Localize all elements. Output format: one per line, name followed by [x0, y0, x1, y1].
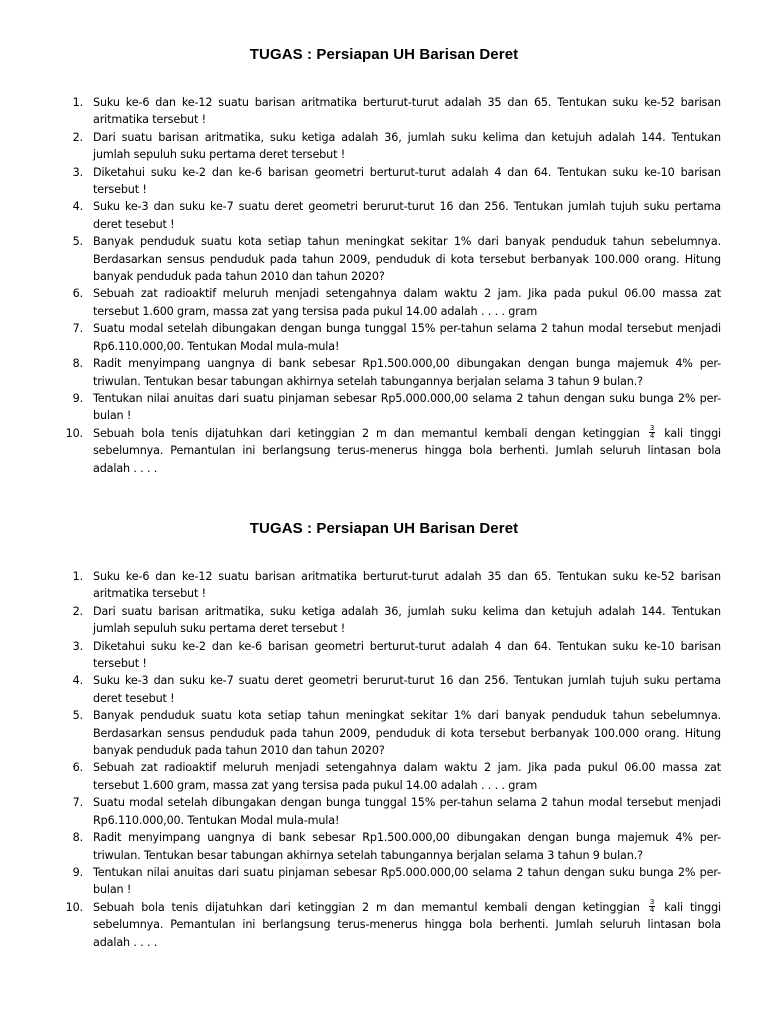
question-text: Suku ke-6 dan ke-12 suatu barisan aritmatika berturut-turut adalah 35 dan 65. Tentukan suku ke-52 barisan aritmatika tersebut !: [93, 96, 721, 127]
question-number: 8.: [72, 357, 83, 371]
fraction: [649, 425, 655, 440]
question-item: [0, 672, 721, 707]
assignment-section-1: [0, 44, 768, 475]
question-item: [0, 794, 721, 829]
question-number: 10.: [65, 426, 83, 440]
question-number: 6.: [72, 761, 83, 775]
question-item: [0, 425, 721, 477]
page-title: TUGAS : Persiapan UH Barisan Deret: [249, 520, 519, 537]
question-number: 7.: [72, 796, 83, 810]
question-number: 2.: [72, 130, 83, 144]
question-number: 9.: [72, 865, 83, 879]
question-text: Banyak penduduk suatu kota setiap tahun meningkat sekitar 1% dari banyak penduduk tahun sebelumnya. Berdasarkan sensus penduduk pada tahun 2009, penduduk di kota tersebut berbanyak 100.000 orang. Hitung banyak penduduk pada tahun 2010 dan tahun 2020?: [93, 235, 721, 284]
question-item: [0, 759, 721, 794]
question-text: Suatu modal setelah dibungakan dengan bunga tunggal 15% per-tahun selama 2 tahun modal tersebut menjadi Rp6.110.000,00. Tentukan Modal mula-mula!: [93, 322, 721, 353]
question-text: Suku ke-3 dan suku ke-7 suatu deret geometri berurut-turut 16 dan 256. Tentukan jumlah tujuh suku pertama deret tesebut !: [93, 674, 721, 705]
question-number: 1.: [72, 96, 83, 109]
question-text-after: kali tinggi sebelumnya. Pemantulan ini berlangsung terus-menerus hingga bola berhenti. Jumlah seluruh lintasan bola adalah . . . .: [93, 900, 721, 949]
assignment-section-2: [0, 518, 768, 949]
question-text: Banyak penduduk suatu kota setiap tahun meningkat sekitar 1% dari banyak penduduk tahun sebelumnya. Berdasarkan sensus penduduk pada tahun 2009, penduduk di kota tersebut berbanyak 100.000 orang. Hitung banyak penduduk pada tahun 2010 dan tahun 2020?: [93, 709, 721, 758]
question-text-before: Sebuah bola tenis dijatuhkan dari ketinggian 2 m dan memantul kembali dengan ketinggian: [93, 426, 640, 440]
question-text: Suku ke-3 dan suku ke-7 suatu deret geometri berurut-turut 16 dan 256. Tentukan jumlah tujuh suku pertama deret tesebut !: [93, 200, 721, 231]
question-item: [0, 129, 721, 164]
question-list: [0, 568, 768, 951]
question-number: 3.: [72, 639, 83, 653]
question-item: [0, 355, 721, 390]
question-text: Diketahui suku ke-2 dan ke-6 barisan geometri berturut-turut adalah 4 dan 64. Tentukan suku ke-10 barisan tersebut !: [93, 639, 721, 671]
question-item: [0, 707, 721, 759]
question-number: 6.: [72, 287, 83, 301]
question-text: Diketahui suku ke-2 dan ke-6 barisan geometri berturut-turut adalah 4 dan 64. Tentukan suku ke-10 barisan tersebut !: [93, 165, 721, 197]
question-number: 5.: [72, 235, 83, 249]
question-text: Tentukan nilai anuitas dari suatu pinjaman sebesar Rp5.000.000,00 selama 2 tahun dengan suku bunga 2% per-bulan !: [93, 865, 721, 897]
fraction-denominator: 4: [649, 906, 655, 915]
question-number: 8.: [72, 831, 83, 845]
question-text: Dari suatu barisan aritmatika, suku ketiga adalah 36, jumlah suku kelima dan ketujuh adalah 144. Tentukan jumlah sepuluh suku pertama deret tersebut !: [93, 604, 721, 636]
question-item: [0, 568, 721, 603]
question-text: Suatu modal setelah dibungakan dengan bunga tunggal 15% per-tahun selama 2 tahun modal tersebut menjadi Rp6.110.000,00. Tentukan Modal mula-mula!: [93, 796, 721, 827]
question-number: 3.: [72, 165, 83, 179]
question-item: [0, 320, 721, 355]
question-item: [0, 603, 721, 638]
question-item: [0, 864, 721, 899]
fraction: [649, 899, 655, 914]
fraction-numerator: 3: [649, 424, 655, 433]
question-text: Tentukan nilai anuitas dari suatu pinjaman sebesar Rp5.000.000,00 selama 2 tahun dengan suku bunga 2% per-bulan !: [93, 391, 721, 423]
question-number: 9.: [72, 391, 83, 405]
question-text-before: Sebuah bola tenis dijatuhkan dari ketinggian 2 m dan memantul kembali dengan ketinggian: [93, 900, 640, 914]
question-item: [0, 285, 721, 320]
question-number: 5.: [72, 709, 83, 723]
question-number: 4.: [72, 200, 83, 214]
fraction-denominator: 4: [649, 432, 655, 441]
question-item: [0, 94, 721, 129]
question-list: [0, 94, 768, 477]
fraction-numerator: 3: [649, 898, 655, 907]
question-text: Dari suatu barisan aritmatika, suku ketiga adalah 36, jumlah suku kelima dan ketujuh adalah 144. Tentukan jumlah sepuluh suku pertama deret tersebut !: [93, 130, 721, 162]
question-item: [0, 390, 721, 425]
question-number: 10.: [65, 900, 83, 914]
question-text: Radit menyimpang uangnya di bank sebesar Rp1.500.000,00 dibungakan dengan bunga majemuk 4% per-triwulan. Tentukan besar tabungan akhirnya setelah tabungannya berjalan selama 3 tahun 9 bulan.?: [93, 357, 721, 388]
question-text: Radit menyimpang uangnya di bank sebesar Rp1.500.000,00 dibungakan dengan bunga majemuk 4% per-triwulan. Tentukan besar tabungan akhirnya setelah tabungannya berjalan selama 3 tahun 9 bulan.?: [93, 831, 721, 862]
question-item: [0, 829, 721, 864]
question-number: 1.: [72, 570, 83, 583]
question-text-after: kali tinggi sebelumnya. Pemantulan ini berlangsung terus-menerus hingga bola berhenti. Jumlah seluruh lintasan bola adalah . . . .: [93, 426, 721, 475]
question-number: 2.: [72, 604, 83, 618]
question-item: [0, 164, 721, 199]
question-text: Sebuah zat radioaktif meluruh menjadi setengahnya dalam waktu 2 jam. Jika pada pukul 06.00 massa zat tersebut 1.600 gram, massa zat yang tersisa pada pukul 14.00 adalah . . . . gram: [93, 287, 721, 318]
question-item: [0, 198, 721, 233]
question-item: [0, 233, 721, 285]
page-title: TUGAS : Persiapan UH Barisan Deret: [249, 46, 519, 63]
question-text: Suku ke-6 dan ke-12 suatu barisan aritmatika berturut-turut adalah 35 dan 65. Tentukan suku ke-52 barisan aritmatika tersebut !: [93, 570, 721, 601]
question-number: 4.: [72, 674, 83, 688]
question-item: [0, 899, 721, 951]
question-item: [0, 638, 721, 673]
question-number: 7.: [72, 322, 83, 336]
question-text: Sebuah zat radioaktif meluruh menjadi setengahnya dalam waktu 2 jam. Jika pada pukul 06.00 massa zat tersebut 1.600 gram, massa zat yang tersisa pada pukul 14.00 adalah . . . . gram: [93, 761, 721, 792]
